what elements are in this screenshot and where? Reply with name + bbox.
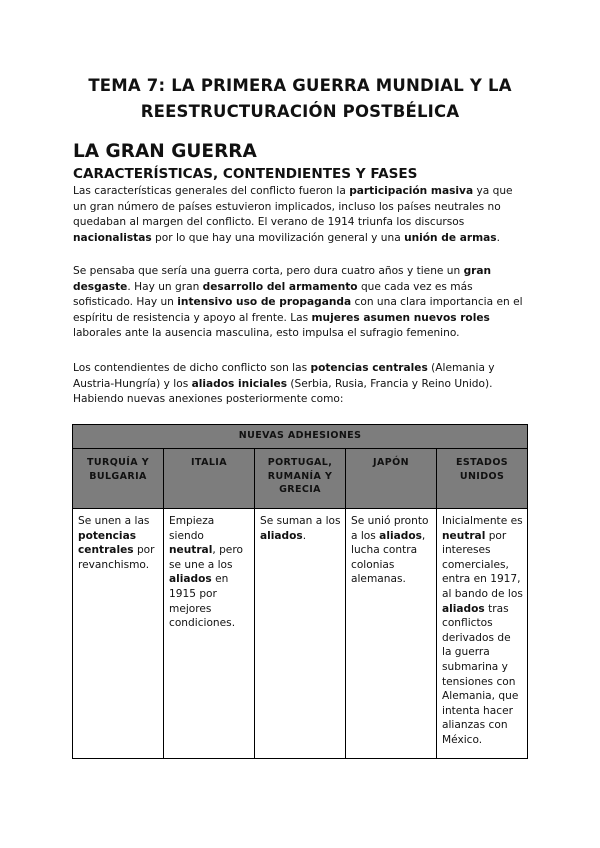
main-title (50, 73, 550, 125)
bold-text: gran desgaste (73, 265, 492, 293)
bold-text: nacionalistas (73, 231, 152, 244)
column-header-turquia-bulgaria: TURQUÍA Y BULGARIA (73, 449, 164, 509)
bold-text: participación masiva (349, 185, 474, 197)
text-run: Se unen a las (78, 515, 150, 527)
bold-text: unión de armas (404, 231, 497, 244)
bold-text: mujeres asumen nuevos roles (311, 311, 490, 324)
text-run: . (496, 231, 500, 244)
text-run: , lucha contra colonias alemanas. (351, 529, 426, 586)
bold-text: desarrollo del armamento (202, 280, 358, 293)
bold-text: intensivo uso de propaganda (177, 296, 352, 309)
text-run: . (302, 529, 307, 542)
table-cell-japon (346, 509, 437, 759)
table-title-row (73, 425, 528, 449)
table-header-row (73, 449, 528, 509)
bold-text: aliados (442, 602, 485, 615)
text-run: tras conflictos derivados de la guerra submarina y tensiones con Alemania, que intenta hacer alianzas con México. (442, 602, 519, 746)
text-run: por lo que hay una movilización general y una (151, 231, 405, 244)
table-title: NUEVAS ADHESIONES (73, 425, 528, 449)
main-title-line-1: TEMA 7: LA PRIMERA GUERRA MUNDIAL Y LA (88, 76, 512, 95)
bold-text: potencias centrales (310, 362, 428, 374)
column-header-portugal-rumania-grecia: PORTUGAL, RUMANÍA Y GRECIA (255, 449, 346, 509)
text-run: que cada vez es más sofisticado. Hay un (73, 280, 473, 309)
text-run: Inicialmente es (442, 515, 523, 527)
text-run: ya que un gran número de países estuvieron implicados, incluso los países neutrales no quedaban al margen del conflicto. El verano de 1914 triunfa los discursos (73, 185, 513, 229)
bold-text: aliados (169, 573, 212, 586)
bold-text: potencias centrales (78, 529, 137, 557)
bold-text: aliados iniciales (191, 377, 288, 390)
text-run: por revanchismo. (78, 544, 155, 571)
text-run: laborales ante la ausencia masculina, esto impulsa el sufragio femenino. (73, 327, 460, 340)
paragraph-contenders (73, 361, 528, 408)
text-run: (Serbia, Rusia, Francia y Reino Unido). Habiendo nuevas anexiones posteriormente como: (73, 377, 493, 406)
text-run: Se unió pronto a los (351, 515, 429, 542)
column-header-italia: ITALIA (164, 449, 255, 509)
bold-text: neutral (442, 529, 486, 542)
bold-text: aliados (260, 529, 303, 542)
table-cell-estados-unidos (437, 509, 528, 759)
bold-text: aliados (379, 529, 422, 542)
text-run: Se suman a los (260, 515, 341, 527)
text-run: en 1915 por mejores condiciones. (169, 573, 236, 630)
text-run: . Hay un gran (127, 280, 203, 293)
paragraph-war-duration (73, 264, 528, 342)
column-header-estados-unidos: ESTADOS UNIDOS (437, 449, 528, 509)
table-cell-portugal-rumania-grecia (255, 509, 346, 759)
text-run: Las características generales del conflicto fueron la (73, 185, 350, 197)
bold-text: neutral (169, 544, 213, 557)
table-row (73, 509, 528, 759)
text-run: Los contendientes de dicho conflicto son las (73, 362, 311, 374)
subsection-title: CARACTERÍSTICAS, CONTENDIENTES Y FASES (73, 166, 418, 182)
text-run: (Alemania y Austria-Hungría) y los (73, 362, 495, 390)
text-run: Empieza siendo (169, 515, 215, 542)
column-header-japon: JAPÓN (346, 449, 437, 509)
table-cell-turquia-bulgaria (73, 509, 164, 759)
section-title: LA GRAN GUERRA (73, 141, 257, 162)
table-cell-italia (164, 509, 255, 759)
paragraph-characteristics (73, 184, 528, 246)
main-title-line-2: REESTRUCTURACIÓN POSTBÉLICA (140, 102, 460, 121)
text-run: , pero se une a los (169, 544, 243, 571)
text-run: por intereses comerciales, entra en 1917, al bando de los (442, 529, 523, 600)
text-run: con una clara importancia en el espíritu de resistencia y apoyo al frente. Las (73, 296, 523, 324)
new-adhesions-table (72, 424, 528, 759)
text-run: Se pensaba que sería una guerra corta, pero dura cuatro años y tiene un (73, 265, 464, 277)
